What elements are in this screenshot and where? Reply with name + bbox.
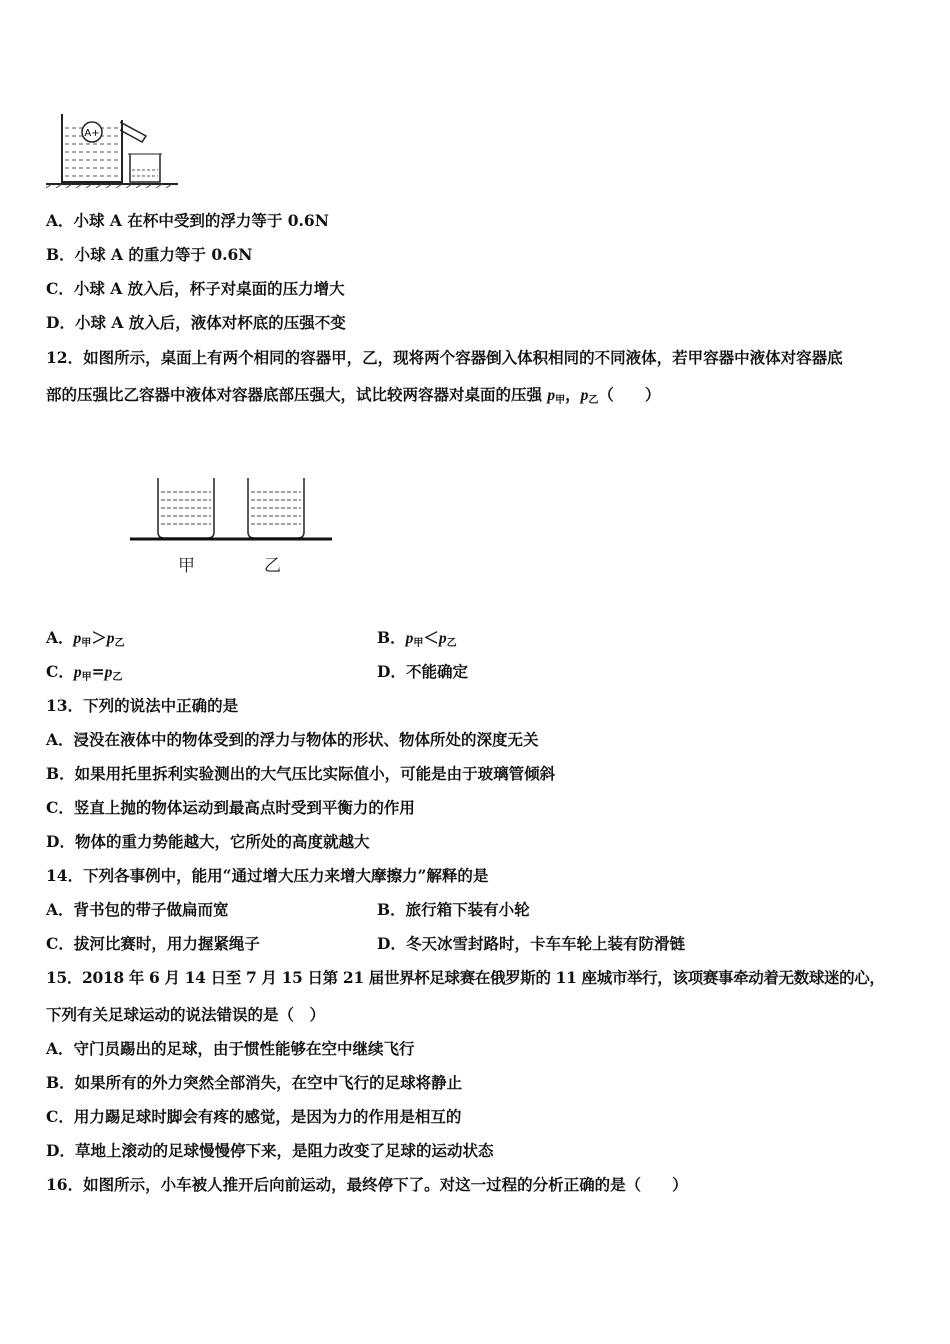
q15-option-c: C．用力踢足球时脚会有疼的感觉，是因为力的作用是相互的 [46,1107,462,1126]
q12-option-c: C．$p_甲=p_乙$ [46,662,123,683]
q13-option-a: A．浸没在液体中的物体受到的浮力与物体的形状、物体所处的深度无关 [46,730,539,749]
q11-overflow-cup-figure [44,108,184,188]
q13-option-c: C．竖直上抛的物体运动到最高点时受到平衡力的作用 [46,798,415,817]
q11-option-a: A．小球 A 在杯中受到的浮力等于 0.6N [46,211,329,230]
q16-stem: 16．如图所示，小车被人推开后向前运动，最终停下了。对这一过程的分析正确的是（ ） [46,1175,688,1194]
q13-stem: 13．下列的说法中正确的是 [46,696,239,715]
q12-option-d: D．不能确定 [377,662,468,681]
container-yi-label: 乙 [264,556,281,576]
q14-option-c: C．拔河比赛时，用力握紧绳子 [46,934,260,953]
q11-option-b: B．小球 A 的重力等于 0.6N [46,245,253,264]
q12-containers-figure [128,470,338,580]
q12-stem-line1: 12．如图所示，桌面上有两个相同的容器甲，乙，现将两个容器倒入体积相同的不同液体，若甲容器中液体对容器底 [46,348,843,367]
q15-option-d: D．草地上滚动的足球慢慢停下来，是阻力改变了足球的运动状态 [46,1141,494,1160]
q15-option-b: B．如果所有的外力突然全部消失，在空中飞行的足球将静止 [46,1073,463,1092]
q12-stem-line2: 部的压强比乙容器中液体对容器底部压强大，试比较两容器对桌面的压强 $p_甲$，$p_乙$（ ） [46,385,661,406]
q14-option-a: A．背书包的带子做扁而宽 [46,900,229,919]
q14-option-b: B．旅行箱下装有小轮 [377,900,530,919]
q11-option-c: C．小球 A 放入后，杯子对桌面的压力增大 [46,279,345,298]
q13-option-b: B．如果用托里拆利实验测出的大气压比实际值小，可能是由于玻璃管倾斜 [46,764,556,783]
q15-option-a: A．守门员踢出的足球，由于惯性能够在空中继续飞行 [46,1039,415,1058]
container-jia-label: 甲 [178,556,195,576]
q13-option-d: D．物体的重力势能越大，它所处的高度就越大 [46,832,370,851]
q11-option-d: D．小球 A 放入后，液体对杯底的压强不变 [46,313,346,332]
q12-option-a: A．$p_甲>p_乙$ [46,628,125,649]
q14-stem: 14．下列各事例中，能用“通过增大压力来增大摩擦力”解释的是 [46,866,489,885]
q15-stem-line1: 15．2018 年 6 月 14 日至 7 月 15 日第 21 届世界杯足球赛在俄罗斯的 11 座城市举行，该项赛事牵动着无数球迷的心， [46,968,885,987]
ball-a-label: A+ [84,128,100,139]
q12-option-b: B．$p_甲<p_乙$ [377,628,457,649]
q14-option-d: D．冬天冰雪封路时，卡车车轮上装有防滑链 [377,934,685,953]
q15-stem-line2: 下列有关足球运动的说法错误的是（ ） [46,1005,326,1024]
